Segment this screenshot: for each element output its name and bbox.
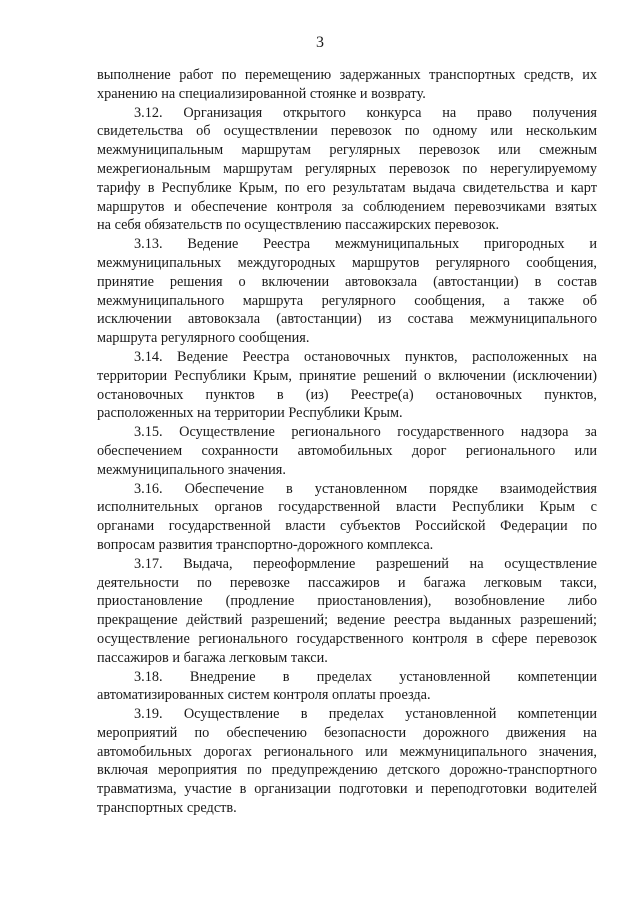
text-line: автомобильных дорогах регионального или межмуниципального значения, bbox=[97, 743, 597, 760]
text-line: пассажиров и багажа легковым такси. bbox=[97, 649, 328, 666]
paragraph bbox=[97, 423, 597, 479]
text-line: обеспечением сохранности автомобильных дорог регионального или bbox=[97, 442, 597, 459]
paragraph bbox=[97, 705, 597, 818]
text-line: расположенных на территории Республики Крым. bbox=[97, 405, 403, 422]
text-line: остановочных пунктов в (из) Реестре(а) остановочных пунктов, bbox=[97, 386, 597, 403]
text-line: свидетельства об осуществлении перевозок по одному или нескольким bbox=[97, 123, 597, 140]
text-line: 3.18. Внедрение в пределах установленной компетенции bbox=[134, 668, 597, 685]
text-line: маршрутов и обеспечение контроля за соблюдением перевозчиками взятых bbox=[97, 198, 597, 215]
text-line: 3.13. Ведение Реестра межмуниципальных пригородных и bbox=[134, 236, 597, 253]
text-line: 3.16. Обеспечение в установленном порядке взаимодействия bbox=[134, 480, 597, 497]
text-line: деятельности по перевозке пассажиров и багажа легковым такси, bbox=[97, 574, 597, 591]
paragraph bbox=[97, 104, 597, 236]
text-line: тарифу в Республике Крым, по его результатам выдача свидетельства и карт bbox=[97, 179, 597, 196]
text-line: мероприятий по обеспечению безопасности дорожного движения на bbox=[97, 724, 597, 741]
text-line: транспортных средств. bbox=[97, 800, 237, 817]
text-line: 3.12. Организация открытого конкурса на право получения bbox=[134, 104, 597, 121]
text-line: выполнение работ по перемещению задержанных транспортных средств, их bbox=[97, 67, 597, 83]
page-number: 3 bbox=[316, 34, 324, 51]
text-line: исключении автовокзала (автостанции) из состава межмуниципального bbox=[97, 311, 597, 328]
text-line: межмуниципальным маршрутам регулярных перевозок или смежным bbox=[97, 142, 597, 159]
text-line: травматизма, участие в организации подготовки и переподготовки водителей bbox=[97, 781, 597, 798]
text-line: 3.19. Осуществление в пределах установленной компетенции bbox=[134, 706, 597, 723]
paragraph bbox=[97, 235, 597, 348]
text-line: межмуниципальных междугородных маршрутов регулярного сообщения, bbox=[97, 254, 597, 271]
text-line: на себя обязательств по осуществлению пассажирских перевозок. bbox=[97, 217, 500, 234]
text-line: прекращение действий разрешений; ведение реестра выданных разрешений; bbox=[97, 612, 597, 629]
text-line: межрегиональным маршрутам регулярных перевозок по нерегулируемому bbox=[97, 160, 597, 177]
text-line: маршрута регулярного сообщения. bbox=[97, 330, 310, 347]
text-line: межмуниципального маршрута регулярного сообщения, а также об bbox=[97, 292, 597, 309]
text-line: 3.17. Выдача, переоформление разрешений на осуществление bbox=[134, 555, 597, 572]
text-line: 3.15. Осуществление регионального государственного надзора за bbox=[134, 424, 597, 441]
text-line: органами государственной власти субъектов Российской Федерации по bbox=[97, 518, 597, 535]
paragraph bbox=[97, 668, 597, 706]
text-line: территории Республики Крым, принятие решений о включении (исключении) bbox=[97, 367, 597, 384]
text-line: исполнительных органов государственной власти Республики Крым с bbox=[97, 499, 597, 516]
text-line: автоматизированных систем контроля оплаты проезда. bbox=[97, 687, 431, 704]
text-line: принятие решения о включении автовокзала (автостанции) в состав bbox=[97, 273, 597, 290]
text-line: 3.14. Ведение Реестра остановочных пунктов, расположенных на bbox=[134, 348, 597, 365]
paragraph bbox=[97, 348, 597, 423]
paragraph bbox=[97, 480, 597, 555]
text-line: приостановление (продление приостановления), возобновление либо bbox=[97, 593, 597, 610]
document-body bbox=[97, 66, 597, 818]
text-line: осуществление регионального государственного контроля в сфере перевозок bbox=[97, 630, 597, 647]
text-line: межмуниципального значения. bbox=[97, 461, 286, 478]
paragraph bbox=[97, 66, 597, 104]
text-line: включая мероприятия по предупреждению детского дорожно-транспортного bbox=[97, 762, 597, 779]
paragraph bbox=[97, 555, 597, 668]
text-line: вопросам развития транспортно-дорожного комплекса. bbox=[97, 536, 434, 553]
text-line: хранению на специализированной стоянке и возврату. bbox=[97, 85, 426, 102]
